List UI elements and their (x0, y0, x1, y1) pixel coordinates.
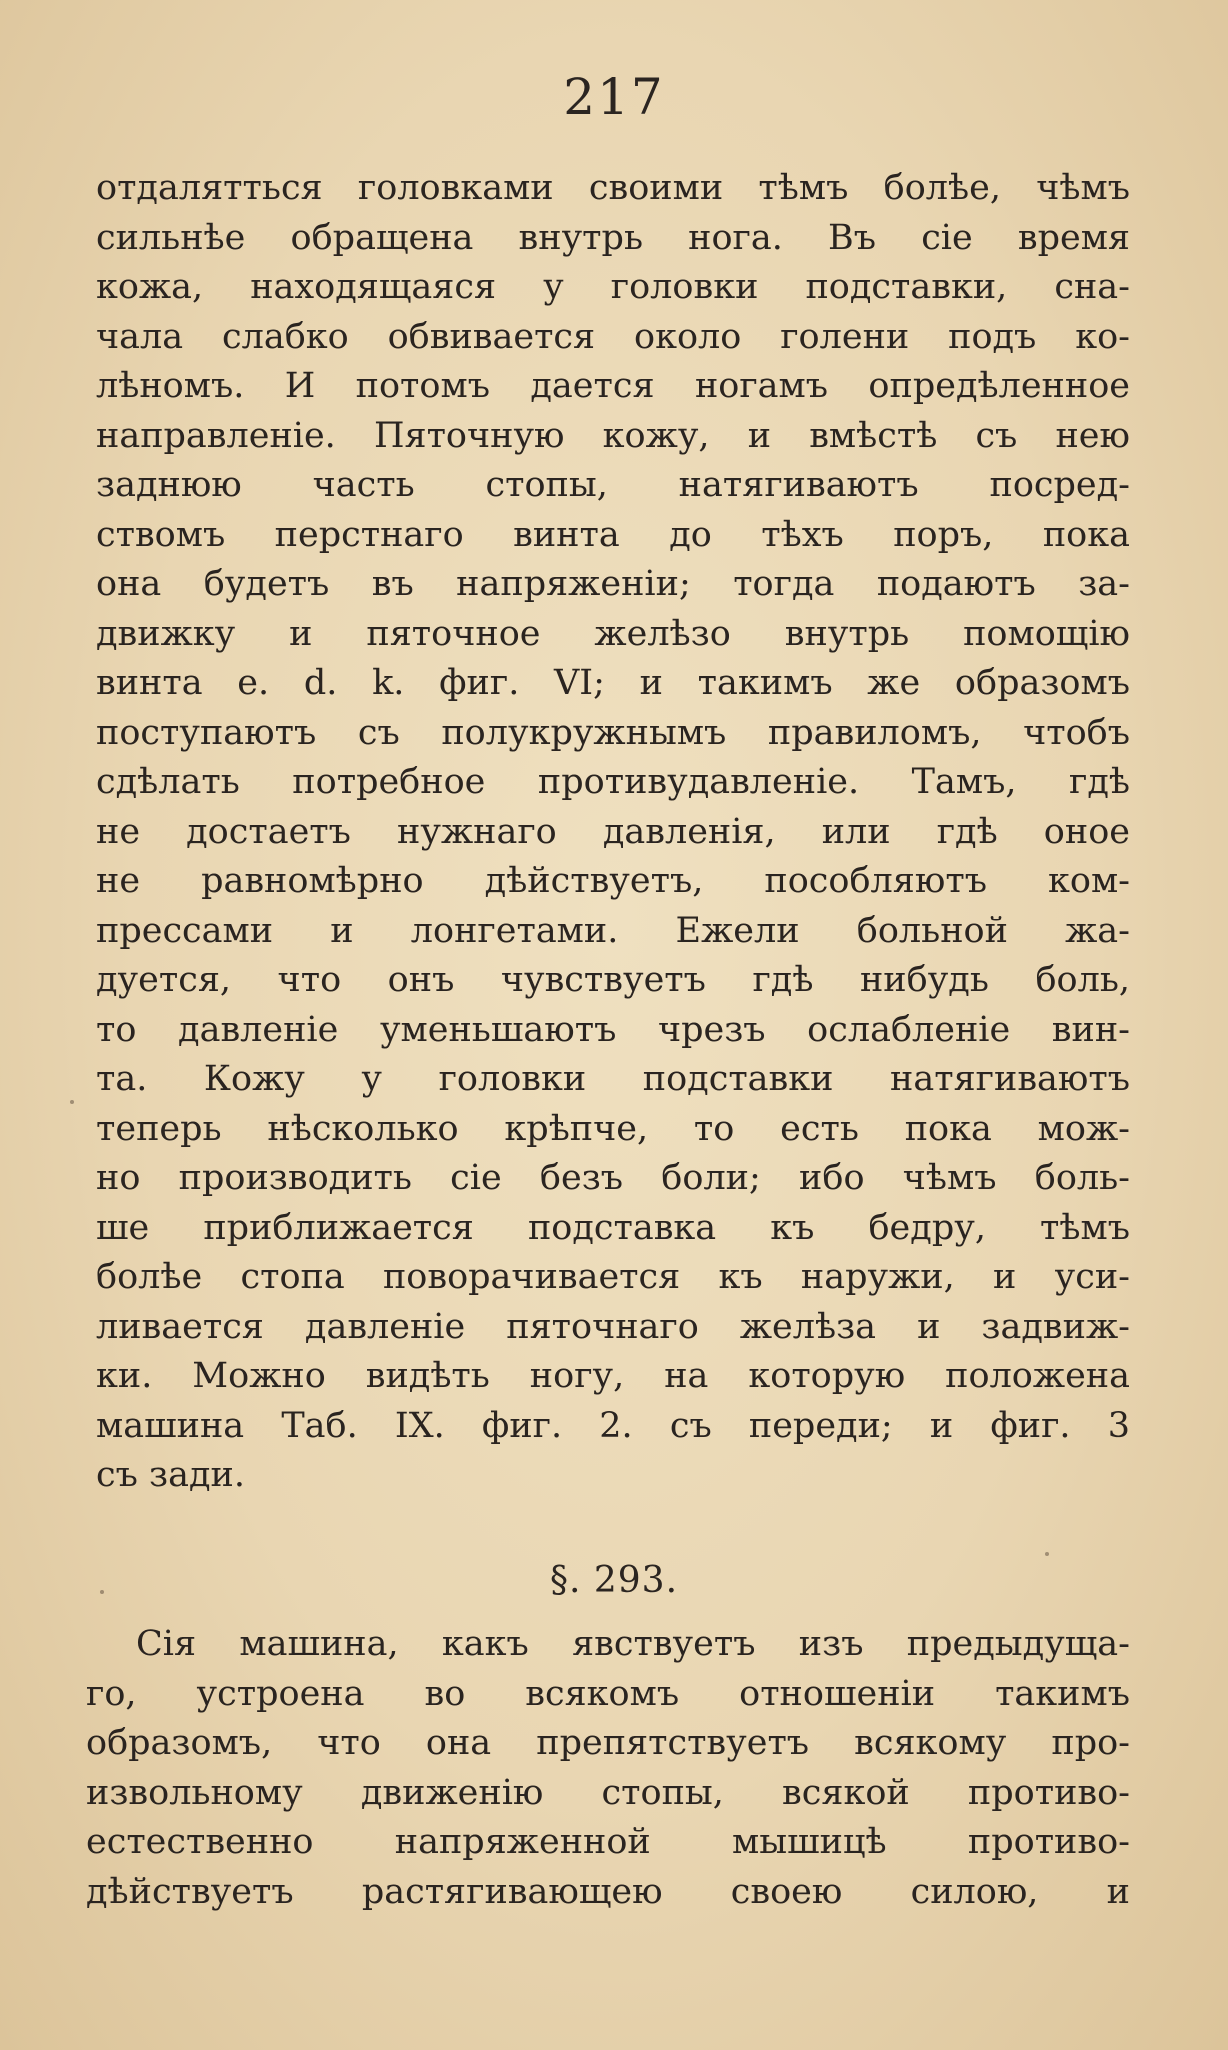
text-line: она будетъ въ напряженіи; тогда подаютъ за- (96, 564, 1130, 604)
text-line: но производить сіе безъ боли; ибо чѣмъ боль- (96, 1158, 1130, 1198)
paragraph-2 (86, 1620, 1130, 1917)
paper-speck (70, 1100, 74, 1104)
text-line: извольному движенію стопы, всякой противо- (86, 1772, 1130, 1813)
text-line: го, устроена во всякомъ отношеніи такимъ (86, 1673, 1130, 1714)
text-line: машина Таб. IX. фиг. 2. съ переди; и фиг. 3 (96, 1405, 1130, 1446)
text-line: сдѣлать потребное противудавленіе. Тамъ, гдѣ (96, 762, 1130, 802)
text-line: чала слабко обвивается около голени подъ ко- (96, 316, 1130, 357)
text-line: лѣномъ. И потомъ дается ногамъ опредѣленное (96, 366, 1130, 406)
text-line: ствомъ перстнаго винта до тѣхъ поръ, пока (96, 514, 1130, 555)
page-number: 217 (563, 68, 665, 126)
text-line: дуется, что онъ чувствуетъ гдѣ нибудь боль, (96, 960, 1130, 1000)
paper-speck (100, 1590, 104, 1594)
text-line: винта е. d. k. фиг. VI; и такимъ же образомъ (96, 663, 1130, 703)
section-heading: §. 293. (549, 1560, 679, 1601)
text-line: не равномѣрно дѣйствуетъ, пособляютъ ком- (96, 861, 1130, 901)
text-line: болѣе стопа поворачивается къ наружи, и уси- (96, 1257, 1130, 1297)
paragraph-1 (96, 164, 1130, 1501)
text-line: отдалятться головками своими тѣмъ болѣе, чѣмъ (96, 168, 1130, 208)
text-line: ше приближается подставка къ бедру, тѣмъ (96, 1207, 1130, 1248)
text-line: сильнѣе обращена внутрь нога. Въ сіе время (96, 217, 1130, 258)
text-line: ки. Можно видѣть ногу, на которую положена (96, 1356, 1130, 1396)
text-line: ливается давленіе пяточнаго желѣза и задвиж- (96, 1306, 1130, 1347)
text-line: кожа, находящаяся у головки подставки, сна- (96, 267, 1130, 307)
text-line: не достаетъ нужнаго давленія, или гдѣ оное (96, 811, 1130, 852)
text-line: поступаютъ съ полукружнымъ правиломъ, чтобъ (96, 712, 1130, 753)
text-line: съ зади. (96, 1455, 245, 1495)
text-line: прессами и лонгетами. Ежели больной жа- (96, 910, 1130, 951)
text-line: дѣйствуетъ растягивающею своею силою, и (86, 1871, 1130, 1912)
paper-speck (1045, 1552, 1049, 1556)
text-line: та. Кожу у головки подставки натягиваютъ (96, 1059, 1130, 1099)
text-line: направленіе. Пяточную кожу, и вмѣстѣ съ нею (96, 415, 1130, 456)
text-line: Сія машина, какъ явствуетъ изъ предыдуща- (136, 1624, 1130, 1664)
text-line: теперь нѣсколько крѣпче, то есть пока мож- (96, 1108, 1130, 1149)
text-line: естественно напряженной мышицѣ противо- (86, 1822, 1130, 1862)
text-line: движку и пяточное желѣзо внутрь помощію (96, 613, 1130, 654)
text-line: образомъ, что она препятствуетъ всякому про- (86, 1723, 1130, 1763)
text-line: заднюю часть стопы, натягиваютъ посред- (96, 465, 1130, 505)
text-line: то давленіе уменьшаютъ чрезъ ослабленіе вин- (96, 1009, 1130, 1050)
